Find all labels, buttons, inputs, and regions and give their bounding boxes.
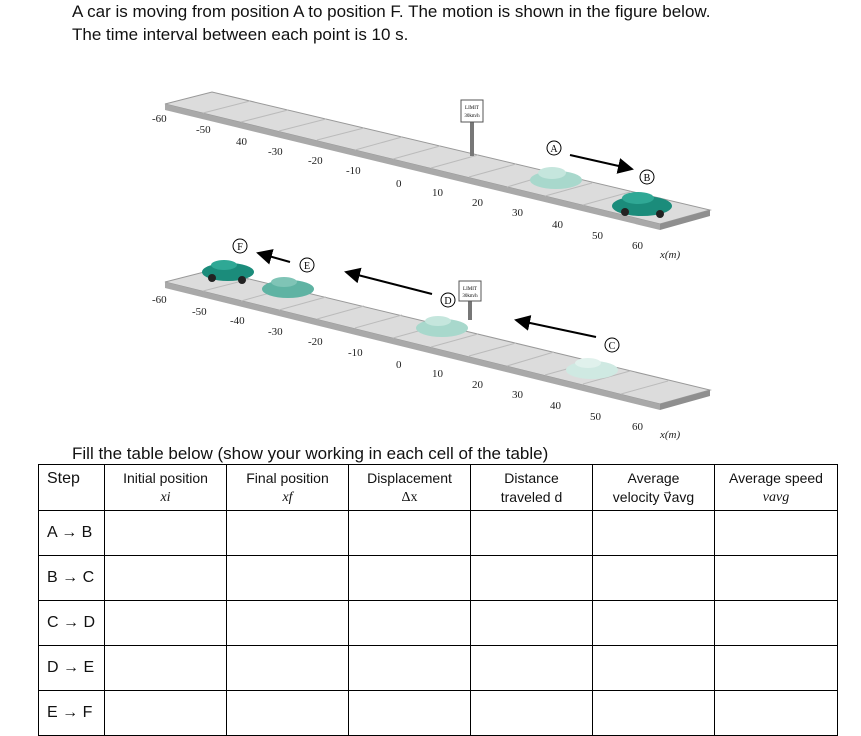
header-average-velocity: Average velocity v⃗avg [593,465,715,511]
header-displacement: Displacement Δx [349,465,471,511]
answer-cell[interactable] [105,646,227,691]
svg-text:60: 60 [632,421,643,433]
svg-text:-20: -20 [308,155,323,167]
svg-text:C: C [608,341,616,352]
answer-cell[interactable] [349,646,471,691]
svg-text:-30: -30 [268,326,283,338]
svg-text:40: 40 [552,219,563,231]
svg-text:0: 0 [396,359,402,371]
answer-cell[interactable] [471,511,593,556]
answer-cell[interactable] [593,556,715,601]
intro-line-1: A car is moving from position A to position F. The motion is shown in the figure below. [72,2,711,21]
answer-cell[interactable] [593,691,715,736]
top-road [152,92,710,261]
step-label: B → C [39,556,105,601]
arrow-d-to-e [346,272,432,294]
table-row [39,646,838,691]
instructions: Fill the table below (show your working in each cell of the table) [72,444,549,463]
svg-text:10: 10 [432,368,443,380]
answer-cell[interactable] [715,601,838,646]
svg-text:B: B [643,173,651,184]
svg-text:-50: -50 [192,306,207,318]
label-d [441,293,455,307]
answer-cell[interactable] [227,556,349,601]
label-a [547,141,561,155]
answer-cell[interactable] [105,601,227,646]
car-e [262,277,314,298]
svg-text:20: 20 [472,379,483,391]
svg-text:-60: -60 [152,294,167,306]
arrow-c-to-d [516,320,596,337]
svg-text:F: F [237,242,243,253]
sign-text-1: LIMIT [465,106,479,111]
top-axis-label: x(m) [660,249,681,261]
table-row [39,511,838,556]
answer-cell[interactable] [105,511,227,556]
svg-text:0: 0 [396,178,402,190]
answer-cell[interactable] [715,691,838,736]
header-initial-position: Initial position xi [105,465,227,511]
table-row [39,556,838,601]
answer-cell[interactable] [349,691,471,736]
car-d-faded [416,316,468,337]
svg-text:-20: -20 [308,336,323,348]
label-c [605,338,619,352]
answer-cell[interactable] [471,691,593,736]
svg-text:30: 30 [512,389,523,401]
header-step: Step [39,465,105,511]
table-header-row [39,465,838,511]
label-f [233,239,247,253]
answer-cell[interactable] [227,691,349,736]
svg-text:A: A [550,144,558,155]
answer-cell[interactable] [349,556,471,601]
answer-cell[interactable] [349,601,471,646]
motion-table [38,464,838,736]
answer-cell[interactable] [593,511,715,556]
sign-text-2b: 30km/h [462,294,478,299]
answer-cell[interactable] [593,601,715,646]
svg-text:50: 50 [590,411,601,423]
svg-text:-50: -50 [196,124,211,136]
answer-cell[interactable] [471,556,593,601]
svg-text:-60: -60 [152,113,167,125]
answer-cell[interactable] [471,601,593,646]
sign-text-2: 30km/h [464,114,480,119]
step-label: E → F [39,691,105,736]
bottom-road [152,239,710,441]
svg-text:-10: -10 [346,165,361,177]
answer-cell[interactable] [349,511,471,556]
table-row [39,601,838,646]
bottom-axis-label: x(m) [660,429,681,441]
answer-cell[interactable] [227,511,349,556]
answer-cell[interactable] [715,511,838,556]
header-final-position: Final position xf [227,465,349,511]
svg-text:20: 20 [472,197,483,209]
answer-cell[interactable] [105,691,227,736]
svg-text:-40: -40 [230,315,245,327]
svg-text:50: 50 [592,230,603,242]
sign-text-1b: LIMIT [463,287,477,292]
step-label: D → E [39,646,105,691]
header-distance: Distance traveled d [471,465,593,511]
svg-text:30: 30 [512,207,523,219]
table-row [39,691,838,736]
svg-text:40: 40 [236,136,247,148]
svg-text:D: D [444,296,452,307]
answer-cell[interactable] [715,646,838,691]
step-label: A → B [39,511,105,556]
header-average-speed: Average speed vavg [715,465,838,511]
label-e [300,258,314,272]
svg-text:-10: -10 [348,347,363,359]
answer-cell[interactable] [715,556,838,601]
answer-cell[interactable] [227,601,349,646]
svg-text:60: 60 [632,240,643,252]
svg-text:40: 40 [550,400,561,412]
answer-cell[interactable] [105,556,227,601]
label-b [640,170,654,184]
answer-cell[interactable] [471,646,593,691]
step-label: C → D [39,601,105,646]
svg-text:10: 10 [432,187,443,199]
svg-text:E: E [303,261,311,272]
answer-cell[interactable] [593,646,715,691]
svg-text:-30: -30 [268,146,283,158]
intro-line-2: The time interval between each point is 10 s. [72,25,409,44]
answer-cell[interactable] [227,646,349,691]
arrow-e-to-f [258,253,290,262]
arrow-a-to-b [570,155,632,169]
